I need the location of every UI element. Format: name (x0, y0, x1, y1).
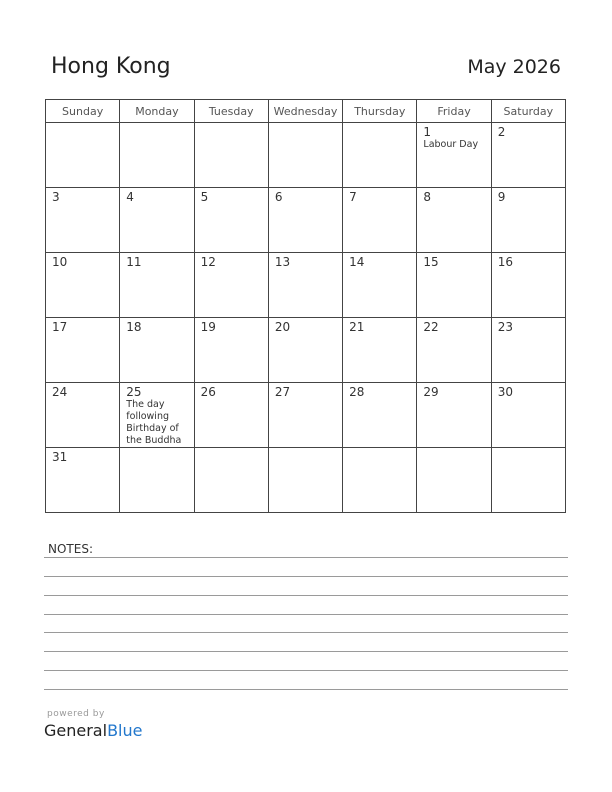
day-cell-content (46, 188, 119, 204)
day-cell-content (120, 383, 193, 447)
brand-logo (44, 721, 142, 740)
note-line (44, 632, 568, 633)
day-cell-content (195, 253, 268, 269)
day-number: 15 (423, 255, 439, 269)
day-cell-content (417, 383, 490, 399)
day-number: 9 (497, 190, 506, 204)
day-number: 13 (274, 255, 291, 269)
day-cell-content (195, 123, 268, 125)
day-cell-content (120, 318, 193, 334)
day-cell (417, 123, 491, 188)
day-number: 25 (126, 385, 142, 399)
holiday-label: The day following Birthday of the Buddha (126, 399, 182, 446)
day-cell (491, 188, 565, 253)
day-number: 10 (52, 255, 68, 269)
day-cell (120, 448, 194, 513)
day-cell (268, 318, 342, 383)
day-cell (268, 188, 342, 253)
day-cell (194, 188, 268, 253)
day-number: 19 (200, 320, 216, 334)
day-number: 18 (126, 320, 142, 334)
day-cell-content (417, 253, 490, 269)
day-number: 1 (423, 125, 432, 139)
day-cell-content (269, 318, 342, 334)
day-cell (46, 253, 120, 318)
day-cell (343, 448, 417, 513)
week-row (46, 188, 566, 253)
day-number: 24 (52, 385, 68, 399)
week-row (46, 448, 566, 513)
day-cell-content (269, 383, 342, 399)
day-number: 30 (497, 385, 513, 399)
day-cell (194, 253, 268, 318)
weekday-monday: Monday (120, 100, 194, 123)
day-cell (46, 383, 120, 448)
day-cell-content (343, 383, 416, 399)
day-cell (194, 123, 268, 188)
holiday-label: Labour Day (423, 139, 479, 150)
day-cell-content (343, 188, 416, 204)
week-row (46, 383, 566, 448)
day-cell-content (492, 253, 565, 269)
day-number: 5 (200, 190, 209, 204)
brand-general: General (44, 721, 108, 740)
day-cell (120, 188, 194, 253)
day-cell (491, 253, 565, 318)
day-number: 29 (423, 385, 439, 399)
day-cell (268, 253, 342, 318)
day-number: 7 (349, 190, 357, 204)
day-number: 12 (200, 255, 216, 269)
day-number: 16 (497, 255, 513, 269)
weekday-header-row (46, 100, 566, 123)
day-cell (194, 448, 268, 513)
day-cell-content (46, 123, 119, 125)
calendar-grid (45, 99, 566, 513)
day-cell-content (195, 188, 268, 204)
day-number: 11 (126, 255, 142, 269)
notes-label: NOTES: (48, 542, 93, 556)
day-number: 17 (52, 320, 68, 334)
weekday-saturday: Saturday (491, 100, 565, 123)
day-cell (491, 383, 565, 448)
day-cell (343, 253, 417, 318)
day-cell-content (343, 318, 416, 334)
day-cell (417, 383, 491, 448)
day-number: 27 (274, 385, 291, 399)
day-number: 26 (200, 385, 216, 399)
day-number: 31 (52, 450, 68, 464)
day-number: 23 (497, 320, 513, 334)
weekday-tuesday: Tuesday (194, 100, 268, 123)
day-cell-content (46, 383, 119, 399)
day-cell-content (120, 123, 193, 125)
day-cell-content (492, 448, 565, 450)
day-cell-content (120, 253, 193, 269)
day-cell (343, 383, 417, 448)
weekday-thursday: Thursday (343, 100, 417, 123)
day-cell (491, 123, 565, 188)
day-cell (46, 123, 120, 188)
day-cell-content (343, 448, 416, 450)
day-cell-content (195, 383, 268, 399)
day-number: 28 (349, 385, 365, 399)
day-cell-content (120, 188, 193, 204)
weekday-friday: Friday (417, 100, 491, 123)
week-row (46, 318, 566, 383)
day-cell-content (46, 253, 119, 269)
day-cell (120, 318, 194, 383)
day-cell (491, 318, 565, 383)
note-line (44, 595, 568, 596)
weekday-sunday: Sunday (46, 100, 120, 123)
month-year: May 2026 (467, 56, 561, 78)
week-row (46, 123, 566, 188)
day-cell (194, 383, 268, 448)
day-cell-content (269, 123, 342, 125)
day-cell-content (120, 448, 193, 450)
day-cell-content (269, 188, 342, 204)
note-line (44, 614, 568, 615)
day-cell (46, 318, 120, 383)
day-cell-content (492, 188, 565, 204)
day-cell (343, 188, 417, 253)
day-cell-content (269, 253, 342, 269)
day-cell-content (195, 318, 268, 334)
day-cell-content (46, 448, 119, 464)
day-cell (417, 448, 491, 513)
day-number: 20 (274, 320, 291, 334)
day-cell (268, 383, 342, 448)
day-cell (343, 123, 417, 188)
day-number: 3 (52, 190, 60, 204)
day-number: 22 (423, 320, 439, 334)
day-cell-content (417, 448, 490, 450)
day-cell (46, 188, 120, 253)
weekday-wednesday: Wednesday (268, 100, 342, 123)
day-number: 2 (497, 125, 506, 139)
day-cell (120, 383, 194, 448)
day-cell (194, 318, 268, 383)
day-number: 14 (349, 255, 365, 269)
day-cell (417, 318, 491, 383)
day-cell-content (492, 318, 565, 334)
day-number: 21 (349, 320, 365, 334)
day-cell-content (343, 123, 416, 125)
day-cell-content (417, 123, 490, 151)
day-number: 4 (126, 190, 134, 204)
day-cell (417, 188, 491, 253)
day-cell-content (343, 253, 416, 269)
day-cell (268, 448, 342, 513)
brand-blue: Blue (107, 721, 143, 740)
note-line (44, 576, 568, 577)
day-cell (46, 448, 120, 513)
note-line (44, 670, 568, 671)
day-cell (417, 253, 491, 318)
week-row (46, 253, 566, 318)
powered-by-text: powered by (47, 709, 105, 719)
note-line (44, 689, 568, 690)
day-cell (268, 123, 342, 188)
day-cell-content (46, 318, 119, 334)
day-cell-content (195, 448, 268, 450)
day-number: 6 (274, 190, 283, 204)
note-line (44, 651, 568, 652)
note-line (44, 557, 568, 558)
day-cell-content (492, 123, 565, 139)
day-cell (491, 448, 565, 513)
day-cell-content (417, 318, 490, 334)
day-cell (120, 123, 194, 188)
page-title: Hong Kong (51, 54, 171, 79)
day-cell-content (269, 448, 342, 450)
day-number: 8 (423, 190, 432, 204)
day-cell-content (417, 188, 490, 204)
day-cell (343, 318, 417, 383)
day-cell-content (492, 383, 565, 399)
day-cell (120, 253, 194, 318)
